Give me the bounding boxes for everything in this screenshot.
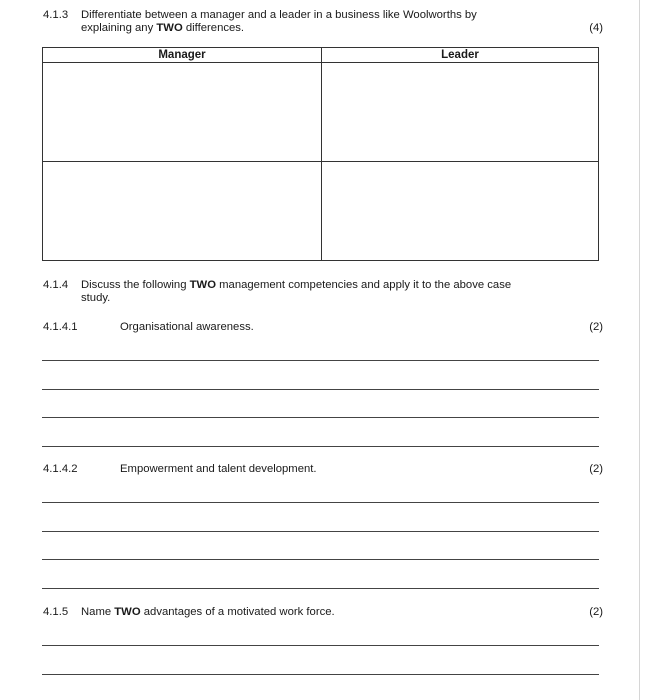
answer-line[interactable] [42,531,599,532]
question-4-1-4-2-number: 4.1.4.2 [43,463,78,475]
bold-emphasis: TWO [156,22,183,34]
question-4-1-4-2-text: Empowerment and talent development. [120,463,317,475]
question-4-1-4-text-line1 [81,278,511,292]
bold-emphasis: TWO [189,279,216,291]
answer-line[interactable] [42,559,599,560]
table-header-manager: Manager [158,49,206,61]
text-segment: differences. [182,22,245,34]
answer-line[interactable] [42,360,599,361]
question-4-1-4-text-line2: study. [81,292,111,304]
question-4-1-3-mark: (4) [589,22,603,34]
question-4-1-4-number: 4.1.4 [43,279,69,291]
question-4-1-5-mark: (2) [589,606,603,618]
table-header-leader: Leader [441,49,479,61]
answer-cell-manager-1[interactable] [43,63,321,161]
answer-line[interactable] [42,502,599,503]
question-4-1-5-text [81,605,335,619]
manager-leader-table [42,47,599,261]
text-segment: Discuss the following [81,279,190,291]
question-4-1-5-number: 4.1.5 [43,606,69,618]
question-4-1-3-number: 4.1.3 [43,9,69,21]
answer-cell-leader-2[interactable] [322,162,598,260]
bold-emphasis: TWO [114,606,141,618]
page-edge-divider [639,0,640,700]
question-4-1-4-2-mark: (2) [589,463,603,475]
answer-line[interactable] [42,446,599,447]
question-4-1-3-text-line1: Differentiate between a manager and a leader in a business like Woolworths by [81,9,477,21]
answer-line[interactable] [42,674,599,675]
text-segment: Name [81,606,115,618]
question-4-1-3-text-line2 [81,21,244,35]
answer-line[interactable] [42,417,599,418]
text-segment: advantages of a motivated work force. [140,606,335,618]
answer-cell-manager-2[interactable] [43,162,321,260]
answer-line[interactable] [42,645,599,646]
question-4-1-4-1-number: 4.1.4.1 [43,321,78,333]
text-segment: explaining any [81,22,157,34]
text-segment: management competencies and apply it to the above case [215,279,512,291]
question-4-1-4-1-mark: (2) [589,321,603,333]
question-4-1-4-1-text: Organisational awareness. [120,321,254,333]
answer-line[interactable] [42,389,599,390]
answer-line[interactable] [42,588,599,589]
answer-cell-leader-1[interactable] [322,63,598,161]
